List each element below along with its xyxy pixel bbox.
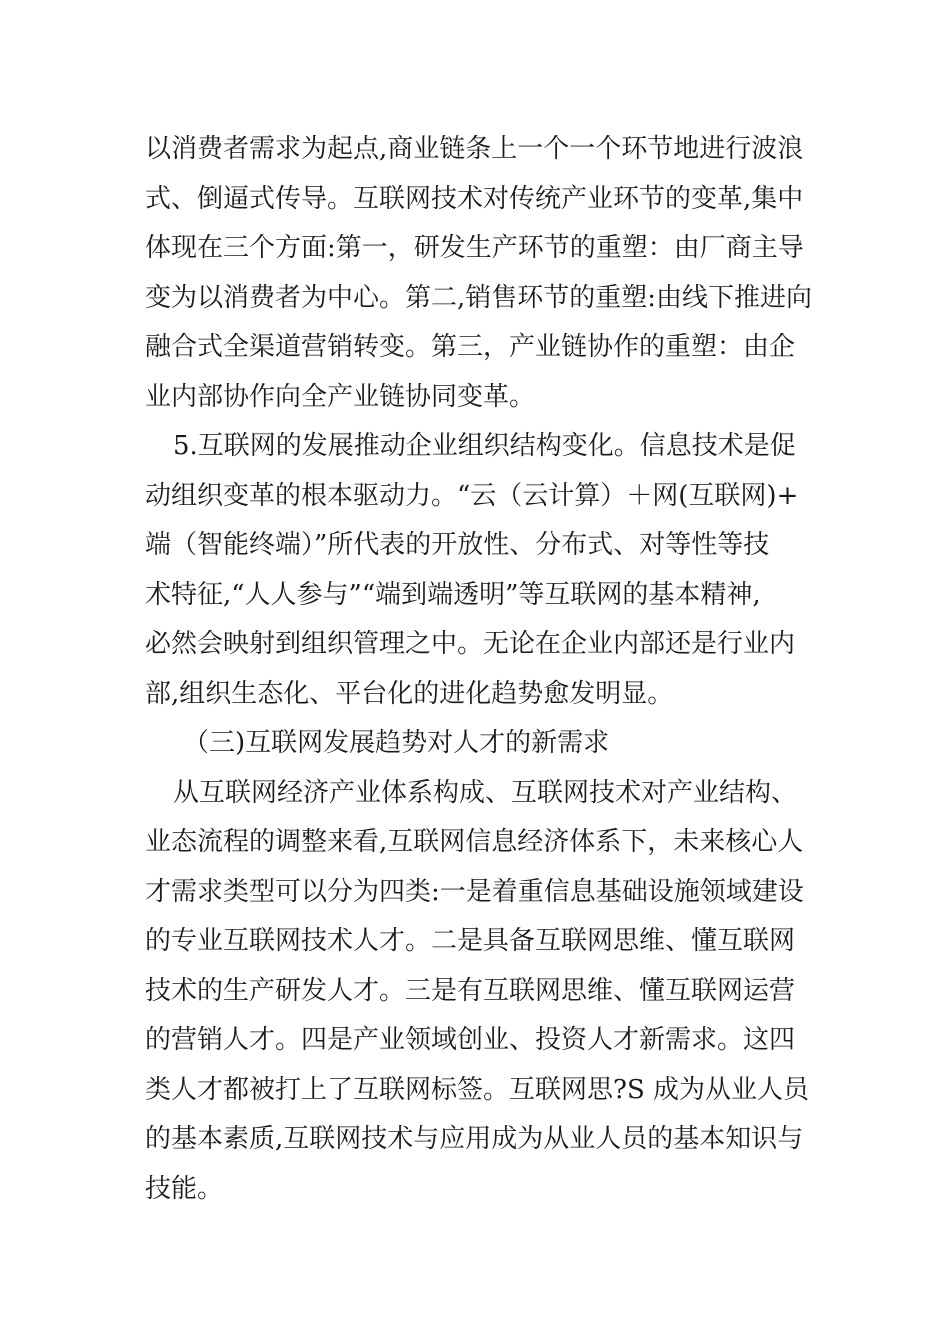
text-line: 业内部协作向全产业链协同变革。 [145,381,536,412]
paragraph-talent-demand [145,769,810,1215]
paragraph-consumer-driven-chain [145,125,813,422]
text-line: 从互联网经济产业体系构成、互联网技术对产业结构、 [173,777,798,808]
text-line: 式、倒逼式传导。互联网技术对传统产业环节的变革,集中 [145,183,804,214]
text-line: 的专业互联网技术人才。二是具备互联网思维、懂互联网 [145,926,796,956]
paragraph-organization-change [145,422,805,719]
text-line: 才需求类型可以分为四类:一是着重信息基础设施领域建设 [145,876,804,907]
text-line: 变为以消费者为中心。第二,销售环节的重塑:由线下推进向 [145,282,813,313]
text-line: 必然会映射到组织管理之中。无论在企业内部还是行业内 [145,629,796,659]
text-line: 业态流程的调整来看,互联网信息经济体系下，未来核心人 [145,827,804,857]
text-line: 的基本素质,互联网技术与应用成为从业人员的基本知识与 [145,1124,804,1154]
document-body [145,125,813,1214]
section-heading [145,719,805,769]
text-line: 类人才都被打上了互联网标签。互联网思?S 成为从业人员 [145,1074,810,1105]
text-line: 技能。 [145,1173,224,1204]
text-line: 体现在三个方面:第一，研发生产环节的重塑：由厂商主导 [145,233,804,263]
section-heading-text: （三)互联网发展趋势对人才的新需求 [183,728,610,758]
text-line: 术特征,“人人参与”“端到端透明”等互联网的基本精神, [145,579,761,610]
text-line: 融合式全渠道营销转变。第三，产业链协作的重塑：由企 [145,332,796,362]
text-line: 以消费者需求为起点,商业链条上一个一个环节地进行波浪 [145,134,804,164]
text-line: 技术的生产研发人才。三是有互联网思维、懂互联网运营 [145,975,796,1006]
text-line: 动组织变革的根本驱动力。“云（云计算）＋网(互联网)+ [145,480,799,511]
text-line: 部,组织生态化、平台化的进化趋势愈发明显。 [145,678,674,709]
text-line: 的营销人才。四是产业领域创业、投资人才新需求。这四 [145,1025,796,1055]
text-line: 5.互联网的发展推动企业组织结构变化。信息技术是促 [173,431,796,461]
text-line: 端（智能终端）”所代表的开放性、分布式、对等性等技 [145,530,770,560]
